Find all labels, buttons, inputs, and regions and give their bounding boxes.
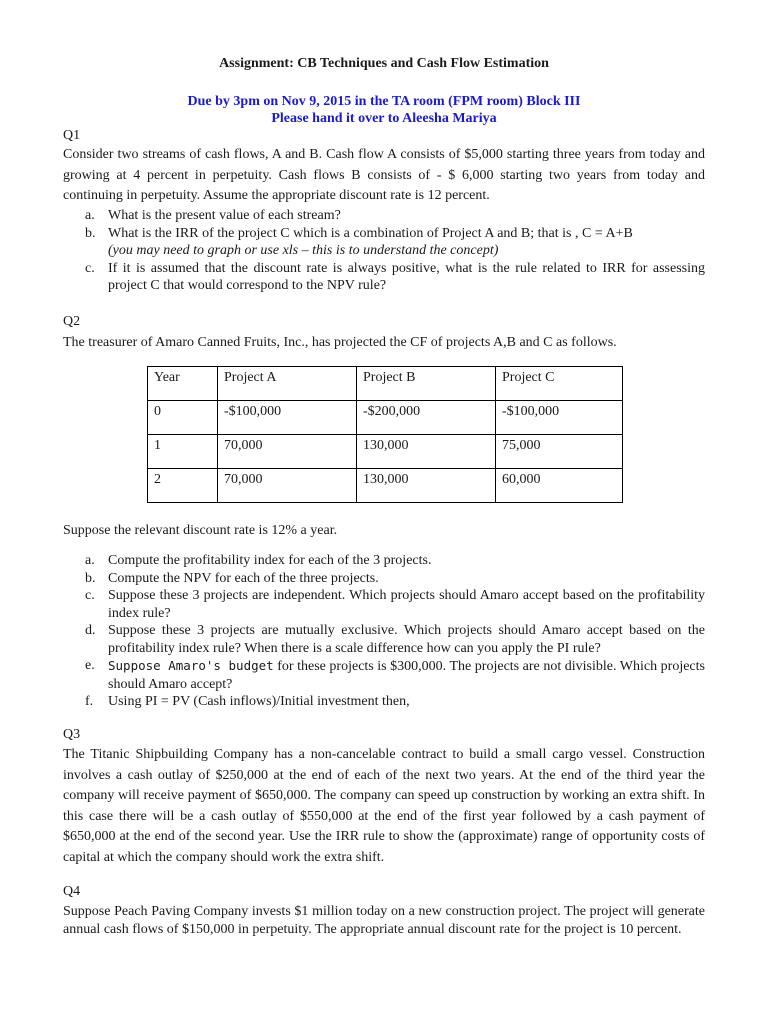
table-header-row [148, 367, 623, 401]
q2-text: The treasurer of Amaro Canned Fruits, Inc., has projected the CF of projects A,B and C as follows. [63, 335, 617, 350]
list-item-text: What is the IRR of the project C which is a combination of Project A and B; that is , C = A+B [108, 225, 633, 241]
list-marker: a. [85, 553, 95, 568]
table-cell: 2 [148, 469, 218, 503]
list-marker: a. [85, 208, 95, 223]
table-row [148, 435, 623, 469]
list-item [63, 225, 705, 260]
list-item [63, 570, 705, 588]
list-marker: c. [85, 260, 95, 276]
q1-text: Consider two streams of cash flows, A and B. Cash flow A consists of $5,000 starting three years from today and growing at 4 percent in perpetuity. Cash flows B consists of - $ 6,000 starting two years from today and continuing in perpetuity. Assume the appropriate discount rate is 12 percent. [63, 147, 705, 203]
table-cell: 70,000 [218, 469, 357, 503]
list-item [63, 552, 705, 570]
list-item-text: Compute the profitability index for each of the 3 projects. [108, 553, 432, 568]
list-item-text: What is the present value of each stream? [108, 208, 341, 223]
list-item-text-mono: Suppose Amaro's budget [108, 658, 274, 673]
list-item [63, 622, 705, 657]
q3-label: Q3 [63, 727, 81, 742]
q3-text: The Titanic Shipbuilding Company has a non-cancelable contract to build a small cargo vessel. Construction involves a cash outlay of $250,000 at the end of each of the next two years. At the end of the third year the company will receive payment of $650,000. The company can speed up construction by working an extra shift. In this case there will be a cash outlay of $550,000 at the end of the first year followed by a cash payment of $650,000 at the end of the second year. Use the IRR rule to show the (approximate) range of opportunity costs of capital at which the company should work the extra shift. [63, 747, 705, 865]
list-item [63, 260, 705, 295]
list-marker: c. [85, 588, 95, 603]
q1-label: Q1 [63, 128, 81, 143]
table-cell: 130,000 [357, 435, 496, 469]
table-header-cell: Year [148, 367, 218, 401]
cash-flow-table [147, 366, 623, 503]
list-marker: d. [85, 623, 96, 638]
table-header-cell: Project A [218, 367, 357, 401]
table-cell: 75,000 [496, 435, 623, 469]
list-item [63, 693, 705, 711]
q2-rate-text: Suppose the relevant discount rate is 12% a year. [63, 523, 338, 538]
q2-label: Q2 [63, 314, 81, 329]
table-cell: -$100,000 [496, 401, 623, 435]
table-header-cell: Project C [496, 367, 623, 401]
table-cell: 1 [148, 435, 218, 469]
table-cell: 0 [148, 401, 218, 435]
q4-label: Q4 [63, 884, 81, 899]
list-marker: e. [85, 658, 95, 673]
q1-list [63, 207, 705, 295]
list-item [63, 207, 705, 225]
hand-over-line: Please hand it over to Aleesha Mariya [271, 111, 497, 126]
assignment-title: Assignment: CB Techniques and Cash Flow Estimation [219, 56, 549, 71]
list-item-note: (you may need to graph or use xls – this is to understand the concept) [108, 243, 499, 258]
table-cell: 70,000 [218, 435, 357, 469]
table-header-cell: Project B [357, 367, 496, 401]
table-cell: -$100,000 [218, 401, 357, 435]
table-cell: 130,000 [357, 469, 496, 503]
q4-text: Suppose Peach Paving Company invests $1 million today on a new construction project. The project will generate annual cash flows of $150,000 in perpetuity. The appropriate annual discount rate for the project is 10 percent. [63, 904, 705, 937]
due-date-line: Due by 3pm on Nov 9, 2015 in the TA room (FPM room) Block III [187, 94, 581, 109]
list-marker: b. [85, 225, 96, 241]
list-item [63, 657, 705, 693]
list-marker: f. [85, 694, 94, 709]
list-item-text: Compute the NPV for each of the three projects. [108, 570, 379, 586]
q2-list [63, 552, 705, 711]
table-cell: -$200,000 [357, 401, 496, 435]
list-item-text: Using PI = PV (Cash inflows)/Initial investment then, [108, 694, 410, 709]
list-item-text: If it is assumed that the discount rate is always positive, what is the rule related to IRR for assessing project C that would correspond to the NPV rule? [108, 260, 705, 293]
list-item-text: for these projects is $300,000. The projects are not divisible. Which projects should Amaro accept? [108, 659, 705, 692]
list-item-text: Suppose these 3 projects are mutually exclusive. Which projects should Amaro accept based on the profitability index rule? When there is a scale difference how can you apply the PI rule? [108, 623, 705, 656]
table-row [148, 469, 623, 503]
table-cell: 60,000 [496, 469, 623, 503]
list-marker: b. [85, 570, 96, 586]
table-row [148, 401, 623, 435]
list-item-text: Suppose these 3 projects are independent. Which projects should Amaro accept based on the profitability index rule? [108, 588, 705, 621]
list-item [63, 587, 705, 622]
